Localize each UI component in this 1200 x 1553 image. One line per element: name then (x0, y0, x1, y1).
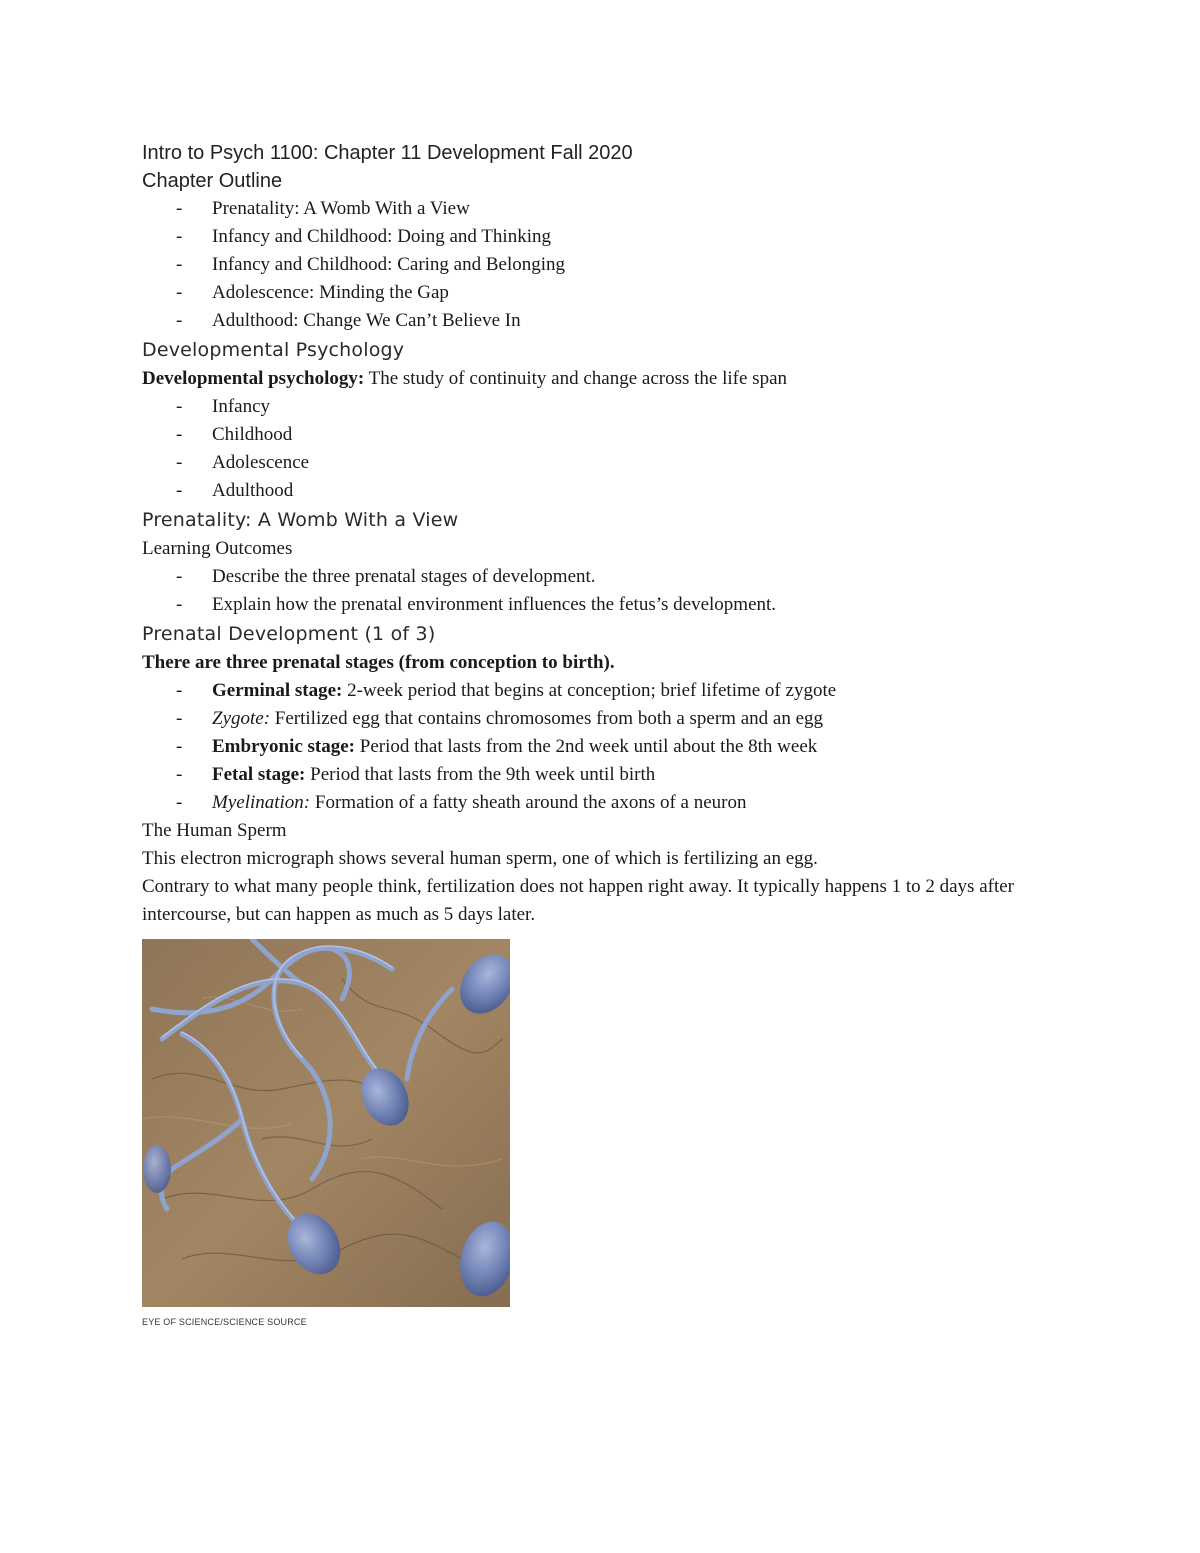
sperm-micrograph-image (142, 939, 510, 1307)
list-item (142, 449, 1062, 477)
list-item-text: Adolescence (212, 452, 310, 473)
dash-bullet: - (176, 254, 183, 275)
term: Myelination: (212, 792, 311, 813)
chapter-outline-list (142, 195, 1062, 335)
list-item-text: Explain how the prenatal environment influences the fetus’s development. (212, 594, 777, 615)
list-item (142, 307, 1062, 335)
list-item-text: Infancy and Childhood: Doing and Thinking (212, 226, 551, 247)
learning-outcomes-label: Learning Outcomes (142, 538, 293, 559)
list-item (142, 393, 1062, 421)
term: Germinal stage: (212, 680, 343, 701)
sperm-caption: This electron micrograph shows several human sperm, one of which is fertilizing an egg. (142, 848, 818, 869)
chapter-outline-label: Chapter Outline (142, 170, 283, 192)
term: Zygote: (212, 708, 271, 729)
term-description: 2-week period that begins at conception; brief lifetime of zygote (342, 680, 837, 701)
list-item (142, 789, 1062, 817)
definition-term: Developmental psychology: (142, 368, 365, 389)
list-item-text: Adulthood: Change We Can’t Believe In (212, 310, 521, 331)
definition-paragraph (142, 365, 1062, 393)
list-item-text: Adolescence: Minding the Gap (212, 282, 449, 303)
prenatal-intro (142, 649, 1062, 677)
list-item (142, 251, 1062, 279)
list-item (142, 677, 1062, 705)
dash-bullet: - (176, 736, 183, 757)
dash-bullet: - (176, 594, 183, 615)
definition-text: The study of continuity and change across the life span (364, 368, 788, 389)
life-stages-list (142, 393, 1062, 505)
dash-bullet: - (176, 764, 183, 785)
list-item-text: Infancy and Childhood: Caring and Belonging (212, 254, 566, 275)
list-item-text: Infancy (212, 396, 271, 417)
document-title: Intro to Psych 1100: Chapter 11 Development Fall 2020 (142, 142, 633, 164)
term: Fetal stage: (212, 764, 306, 785)
list-item-text: Describe the three prenatal stages of development. (212, 566, 596, 587)
fertilization-note: Contrary to what many people think, fertilization does not happen right away. It typically happens 1 to 2 days after intercourse, but can happen as much as 5 days later. (142, 876, 1015, 925)
dash-bullet: - (176, 452, 183, 473)
list-item (142, 761, 1062, 789)
list-item (142, 563, 1062, 591)
dash-bullet: - (176, 792, 183, 813)
micrograph-illustration (142, 939, 510, 1307)
term-description: Period that lasts from the 2nd week until about the 8th week (355, 736, 818, 757)
prenatal-intro-text: There are three prenatal stages (from conception to birth). (142, 652, 615, 673)
list-item (142, 591, 1062, 619)
list-item (142, 195, 1062, 223)
learning-outcomes-list (142, 563, 1062, 619)
dash-bullet: - (176, 424, 183, 445)
dash-bullet: - (176, 198, 183, 219)
document-page (142, 139, 1062, 1327)
section-heading-developmental-psychology: Developmental Psychology (142, 339, 405, 361)
prenatal-stages-list (142, 677, 1062, 817)
dash-bullet: - (176, 282, 183, 303)
list-item (142, 705, 1062, 733)
dash-bullet: - (176, 708, 183, 729)
list-item-text: Adulthood (212, 480, 294, 501)
list-item (142, 733, 1062, 761)
list-item (142, 477, 1062, 505)
term-description: Period that lasts from the 9th week until birth (305, 764, 656, 785)
section-heading-prenatality: Prenatality: A Womb With a View (142, 509, 459, 531)
list-item-text: Childhood (212, 424, 293, 445)
dash-bullet: - (176, 480, 183, 501)
sperm-heading: The Human Sperm (142, 820, 287, 841)
dash-bullet: - (176, 396, 183, 417)
image-credit: EYE OF SCIENCE/SCIENCE SOURCE (142, 1317, 307, 1327)
dash-bullet: - (176, 310, 183, 331)
list-item (142, 223, 1062, 251)
term: Embryonic stage: (212, 736, 356, 757)
dash-bullet: - (176, 226, 183, 247)
term-description: Formation of a fatty sheath around the axons of a neuron (310, 792, 747, 813)
list-item (142, 279, 1062, 307)
dash-bullet: - (176, 680, 183, 701)
term-description: Fertilized egg that contains chromosomes from both a sperm and an egg (270, 708, 824, 729)
list-item-text: Prenatality: A Womb With a View (212, 198, 470, 219)
dash-bullet: - (176, 566, 183, 587)
list-item (142, 421, 1062, 449)
section-heading-prenatal-development: Prenatal Development (1 of 3) (142, 623, 436, 645)
